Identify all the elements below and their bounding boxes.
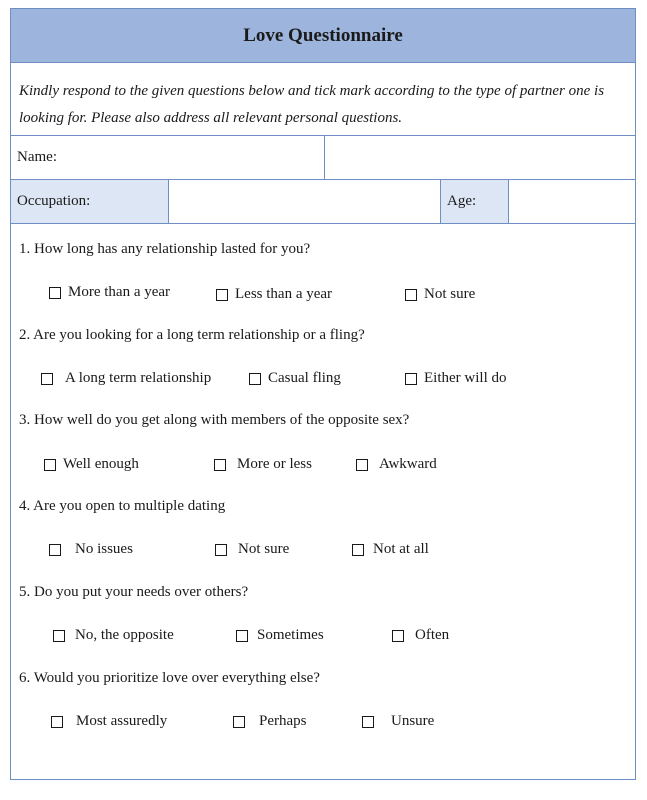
- checkbox[interactable]: [362, 716, 374, 728]
- occupation-field[interactable]: [168, 180, 440, 223]
- option-not-at-all[interactable]: [352, 541, 429, 558]
- option-label: Unsure: [391, 713, 435, 729]
- checkbox[interactable]: [51, 716, 63, 728]
- checkbox[interactable]: [215, 544, 227, 556]
- option-perhaps[interactable]: [233, 713, 307, 730]
- option-label: Often: [415, 627, 450, 643]
- option-sometimes[interactable]: [236, 627, 324, 644]
- option-well-enough[interactable]: [44, 456, 139, 473]
- option-label: Not sure: [238, 541, 290, 557]
- name-row: [11, 136, 635, 180]
- checkbox[interactable]: [392, 630, 404, 642]
- option-label: Less than a year: [235, 286, 333, 302]
- option-less-than-a-year[interactable]: [216, 286, 332, 303]
- option-no-issues[interactable]: [49, 541, 133, 558]
- age-field[interactable]: [508, 180, 635, 223]
- question-1: 1. How long has any relationship lasted for you?: [19, 241, 311, 257]
- option-label: Not at all: [373, 541, 429, 557]
- option-label: Sometimes: [257, 627, 324, 643]
- checkbox[interactable]: [53, 630, 65, 642]
- question-2: 2. Are you looking for a long term relationship or a fling?: [19, 327, 365, 343]
- question-4: 4. Are you open to multiple dating: [19, 498, 226, 514]
- question-3: 3. How well do you get along with members of the opposite sex?: [19, 412, 410, 428]
- option-more-than-a-year[interactable]: [49, 284, 170, 301]
- option-casual-fling[interactable]: [249, 370, 341, 387]
- checkbox[interactable]: [356, 459, 368, 471]
- checkbox[interactable]: [352, 544, 364, 556]
- checkbox[interactable]: [214, 459, 226, 471]
- checkbox[interactable]: [405, 289, 417, 301]
- age-label: Age:: [440, 180, 508, 223]
- option-label: No issues: [75, 541, 133, 557]
- option-often[interactable]: [392, 627, 449, 644]
- name-field[interactable]: [324, 136, 635, 179]
- option-unsure[interactable]: [362, 713, 434, 730]
- name-label: Name:: [17, 149, 57, 165]
- option-not-sure[interactable]: [215, 541, 289, 558]
- option-label: Either will do: [424, 370, 507, 386]
- option-more-or-less[interactable]: [214, 456, 312, 473]
- occupation-row: [11, 180, 635, 224]
- option-label: More than a year: [68, 284, 171, 300]
- option-label: Most assuredly: [76, 713, 168, 729]
- checkbox[interactable]: [49, 544, 61, 556]
- option-no-the-opposite[interactable]: [53, 627, 174, 644]
- question-6: 6. Would you prioritize love over everything else?: [19, 670, 320, 686]
- option-label: More or less: [237, 456, 312, 472]
- checkbox[interactable]: [249, 373, 261, 385]
- option-label: No, the opposite: [75, 627, 174, 643]
- form-title: Love Questionnaire: [11, 9, 635, 63]
- checkbox[interactable]: [233, 716, 245, 728]
- checkbox[interactable]: [216, 289, 228, 301]
- checkbox[interactable]: [49, 287, 61, 299]
- option-label: Awkward: [379, 456, 437, 472]
- option-awkward[interactable]: [356, 456, 437, 473]
- question-5: 5. Do you put your needs over others?: [19, 584, 249, 600]
- option-most-assuredly[interactable]: [51, 713, 167, 730]
- questionnaire-form: [10, 8, 636, 780]
- option-label: A long term relationship: [65, 370, 212, 386]
- checkbox[interactable]: [44, 459, 56, 471]
- occupation-label: Occupation:: [11, 180, 168, 223]
- checkbox[interactable]: [236, 630, 248, 642]
- option-label: Casual fling: [268, 370, 341, 386]
- option-not-sure[interactable]: [405, 286, 475, 303]
- checkbox[interactable]: [405, 373, 417, 385]
- intro-text: Kindly respond to the given questions below and tick mark according to the type of partner one is looking for. Please also address all relevant personal questions.: [11, 63, 635, 136]
- option-long-term-relationship[interactable]: [41, 370, 211, 387]
- checkbox[interactable]: [41, 373, 53, 385]
- option-label: Not sure: [424, 286, 476, 302]
- option-label: Perhaps: [259, 713, 307, 729]
- option-label: Well enough: [63, 456, 139, 472]
- option-either-will-do[interactable]: [405, 370, 507, 387]
